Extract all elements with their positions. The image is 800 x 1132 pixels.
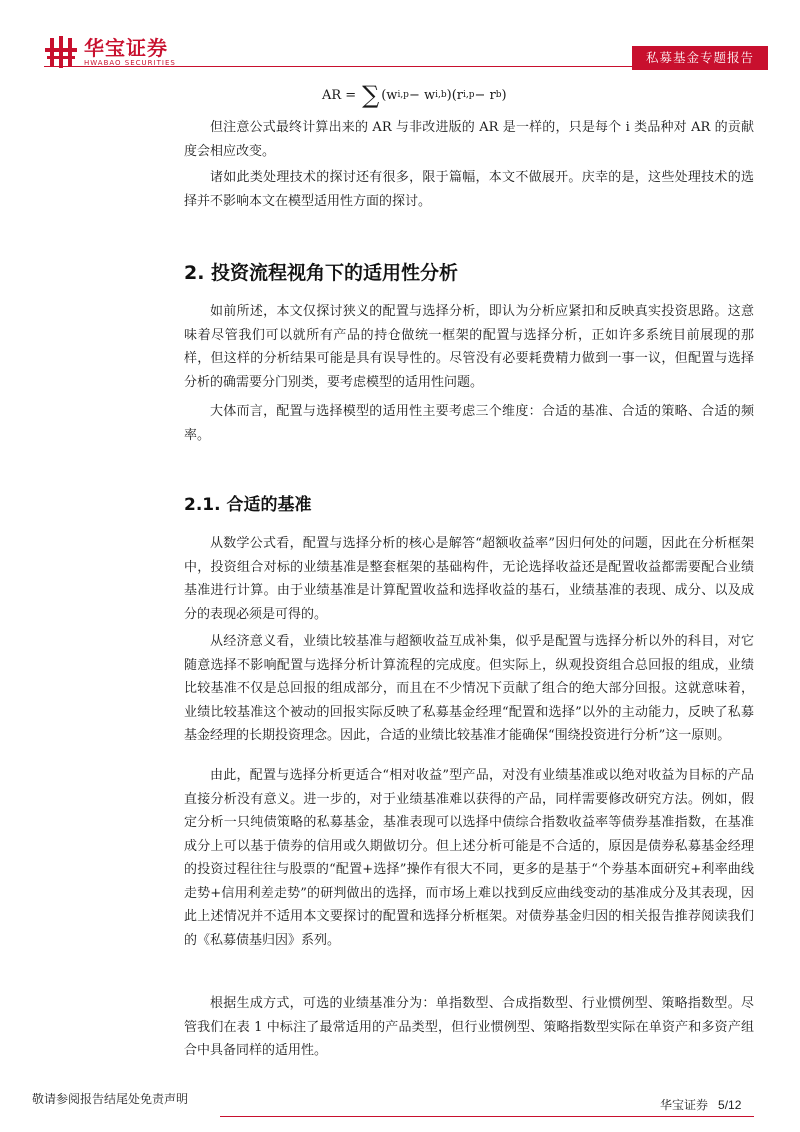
footer-divider — [220, 1116, 754, 1117]
hwabao-logo-icon — [44, 36, 78, 68]
formula-part: (r — [451, 87, 463, 103]
disclaimer-notice: 敬请参阅报告结尾处免责声明 — [32, 1092, 189, 1106]
formula-part: (w — [381, 87, 398, 103]
paragraph-math-view: 从数学公式看，配置与选择分析的核心是解答“超额收益率”因归何处的问题，因此在分析框架中，投资组合对标的业绩基准是整套框架的基础构件，无论选择收益还是配置收益都需要配合业绩基准进行计算。由于业绩基准是计算配置收益和选择收益的基石，业绩基准的表现、成分、以及成分的表现必须是可得的。 — [184, 536, 754, 622]
footer-company: 华宝证券 — [660, 1098, 709, 1112]
sigma-symbol: ∑ — [362, 81, 380, 109]
formula-part: ) — [501, 87, 507, 103]
company-logo — [44, 36, 176, 68]
ar-formula — [322, 80, 507, 110]
formula-subscript: i,b — [435, 90, 447, 100]
formula-subscript: i,p — [463, 90, 475, 100]
paragraph-techniques: 诸如此类处理技术的探讨还有很多，限于篇幅，本文不做展开。庆幸的是，这些处理技术的选择并不影响本文在模型适用性方面的探讨。 — [184, 170, 754, 209]
page-header — [0, 0, 800, 80]
page-number: 5/12 — [718, 1098, 742, 1112]
section-2-1-title: 2.1. 合适的基准 — [184, 495, 312, 515]
paragraph-benchmark-types: 根据生成方式，可选的业绩基准分为：单指数型、合成指数型、行业惯例型、策略指数型。尽管我们在表 1 中标注了最常适用的产品类型，但行业惯例型、策略指数型实际在单资产和多资产组合中具备同样的适用性。 — [184, 996, 754, 1058]
paragraph-section2-intro: 如前所述，本文仅探讨狭义的配置与选择分析，即认为分析应紧扣和反映真实投资思路。这意味着尽管我们可以就所有产品的持仓做统一框架的配置与选择分析，正如许多系统目前展现的那样，但这样的分析结果可能是具有误导性的。尽管没有必要耗费精力做到一事一议，但配置与选择分析的确需要分门别类，要考虑模型的适用性问题。 — [184, 304, 754, 390]
paragraph-relative-return: 由此，配置与选择分析更适合“相对收益”型产品，对没有业绩基准或以绝对收益为目标的产品直接分析没有意义。进一步的，对于业绩基准难以获得的产品，同样需要修改研究方法。例如，假定分析一只纯债策略的私募基金，基准表现可以选择中债综合指数收益率等债券基准指数，在基准成分上可以基于债券的信用或久期做切分。但上述分析可能是不合适的，原因是债券私募基金经理的投资过程往往与股票的“配置+选择”操作有很大不同，更多的是基于“个券基本面研究+利率曲线走势+信用利差走势”的研判做出的选择，而市场上难以找到反应曲线变动的基准成分及其表现，因此上述情况并不适用本文要探讨的配置和选择分析框架。对债券基金归因的相关报告推荐阅读我们的《私募债基归因》系列。 — [184, 768, 754, 948]
paragraph-formula-note: 但注意公式最终计算出来的 AR 与非改进版的 AR 是一样的，只是每个 i 类品种对 AR 的贡献度会相应改变。 — [184, 120, 754, 159]
formula-part: ) — [446, 87, 452, 103]
formula-part: − r — [474, 87, 496, 103]
formula-subscript: i,p — [397, 90, 409, 100]
section-2-title: 2. 投资流程视角下的适用性分析 — [184, 262, 459, 284]
logo-chinese-name: 华宝证券 — [84, 35, 168, 60]
footer-info — [660, 1096, 741, 1113]
logo-english-name: HWABAO SECURITIES — [84, 58, 176, 67]
report-type-badge: 私募基金专题报告 — [632, 46, 768, 70]
formula-lhs: AR — [322, 87, 342, 103]
formula-equals: = — [345, 87, 357, 103]
formula-subscript: b — [495, 90, 502, 100]
paragraph-section2-dimensions: 大体而言，配置与选择模型的适用性主要考虑三个维度：合适的基准、合适的策略、合适的频率。 — [184, 404, 754, 443]
formula-part: − w — [408, 87, 436, 103]
paragraph-economic-view: 从经济意义看，业绩比较基准与超额收益互成补集，似乎是配置与选择分析以外的科目，对它随意选择不影响配置与选择分析计算流程的完成度。但实际上，纵观投资组合总回报的组成，业绩比较基准不仅是总回报的组成部分，而且在不少情况下贡献了组合的绝大部分回报。这就意味着，业绩比较基准这个被动的回报实际反映了私募基金经理“配置和选择”以外的主动能力，反映了私募基金经理的长期投资理念。因此，合适的业绩比较基准才能确保“围绕投资进行分析”这一原则。 — [184, 634, 754, 743]
